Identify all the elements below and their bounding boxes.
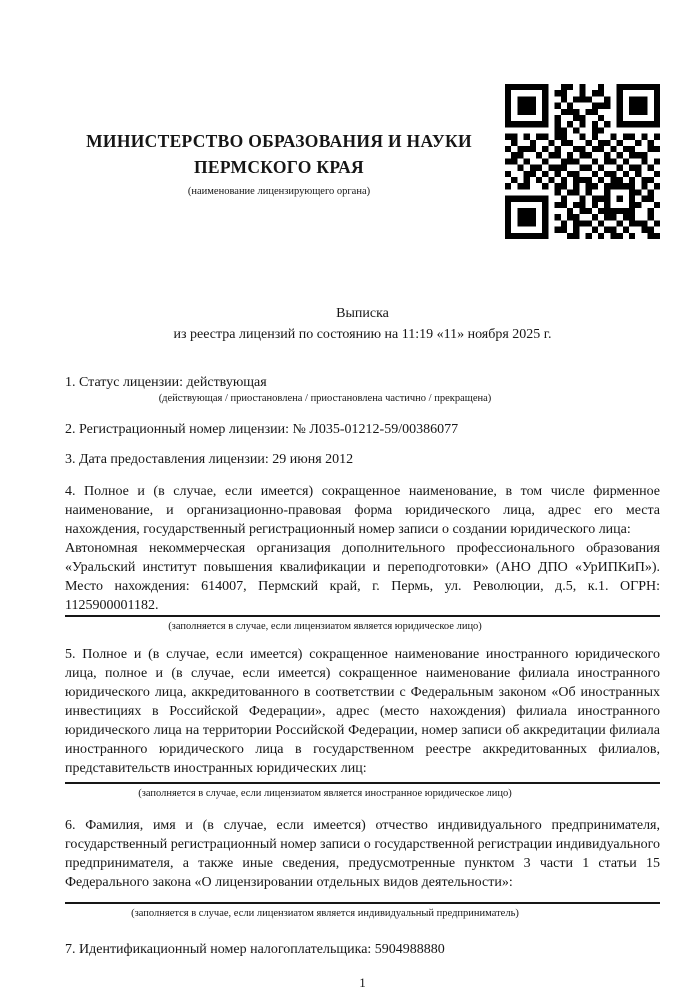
ministry-name-line2: ПЕРМСКОГО КРАЯ bbox=[194, 157, 364, 177]
divider-line bbox=[65, 902, 660, 904]
page-number: 1 bbox=[359, 975, 366, 989]
foreign-entity-label: 5. Полное и (в случае, если имеется) сокращенное наименование иностранного юридического лица, полное и (в случае, если имеется) сокращенное наименование филиала иностранного юридического лица, аккредитованного в соответствии с Федеральным законом «Об иностранных инвестициях в Российской Федерации», адрес (место нахождения) филиала иностранного юридического лица на территории Российской Федерации, номер записи об аккредитации филиала иностранного юридического лица в государственном реестре аккредитованных филиалов, представительств иностранных юридических лиц: bbox=[65, 647, 660, 776]
divider-line bbox=[65, 615, 660, 617]
entrepreneur-fill-note: (заполняется в случае, если лицензиатом является индивидуальный предприниматель) bbox=[131, 908, 519, 919]
taxpayer-id-item: 7. Идентификационный номер налогоплательщика: 5904988880 bbox=[65, 942, 445, 957]
title-line2: из реестра лицензий по состоянию на 11:19 «11» ноября 2025 г. bbox=[173, 327, 552, 342]
license-status-item: 1. Статус лицензии: действующая bbox=[65, 375, 267, 390]
document-title bbox=[65, 303, 660, 345]
legal-entity-value: Автономная некоммерческая организация дополнительного профессионального образования «Уральский институт повышения квалификации и переподготовки» (АНО ДПО «УрИПКиП»). Место нахождения: 614007, Пермский край, г. Пермь, ул. Революции, д.5, к.1. ОГРН: 1125900001182. bbox=[65, 541, 660, 613]
entrepreneur-label: 6. Фамилия, имя и (в случае, если имеется) отчество индивидуального предпринимателя, государственный регистрационный номер записи о государственной регистрации индивидуального предпринимателя, а также иные сведения, предусмотренные пунктом 3 части 1 статьи 15 Федерального закона «О лицензировании отдельных видов деятельности»: bbox=[65, 818, 660, 890]
legal-entity-section bbox=[65, 482, 660, 633]
grant-date-item: 3. Дата предоставления лицензии: 29 июня 2012 bbox=[65, 452, 354, 467]
qr-code bbox=[505, 84, 660, 239]
foreign-entity-fill-note: (заполняется в случае, если лицензиатом является иностранное юридическое лицо) bbox=[138, 788, 512, 799]
entrepreneur-section bbox=[65, 816, 660, 920]
ministry-name-line1: МИНИСТЕРСТВО ОБРАЗОВАНИЯ И НАУКИ bbox=[86, 131, 472, 151]
licensing-authority-caption: (наименование лицензирующего органа) bbox=[187, 186, 371, 197]
document-header bbox=[65, 0, 660, 239]
legal-entity-label: 4. Полное и (в случае, если имеется) сокращенное наименование, в том числе фирменное наименование, и организационно-правовая форма юридического лица, адрес его места нахождения, государственный регистрационный номер записи о создании юридического лица: bbox=[65, 484, 660, 537]
divider-line bbox=[65, 782, 660, 784]
licensing-authority-block bbox=[65, 128, 493, 198]
registration-number-item: 2. Регистрационный номер лицензии: № Л035-01212-59/00386077 bbox=[65, 422, 459, 437]
legal-entity-fill-note: (заполняется в случае, если лицензиатом является юридическое лицо) bbox=[168, 621, 482, 632]
foreign-entity-section bbox=[65, 645, 660, 800]
license-status-note: (действующая / приостановлена / приостановлена частично / прекращена) bbox=[158, 393, 492, 404]
title-line1: Выписка bbox=[336, 306, 389, 321]
